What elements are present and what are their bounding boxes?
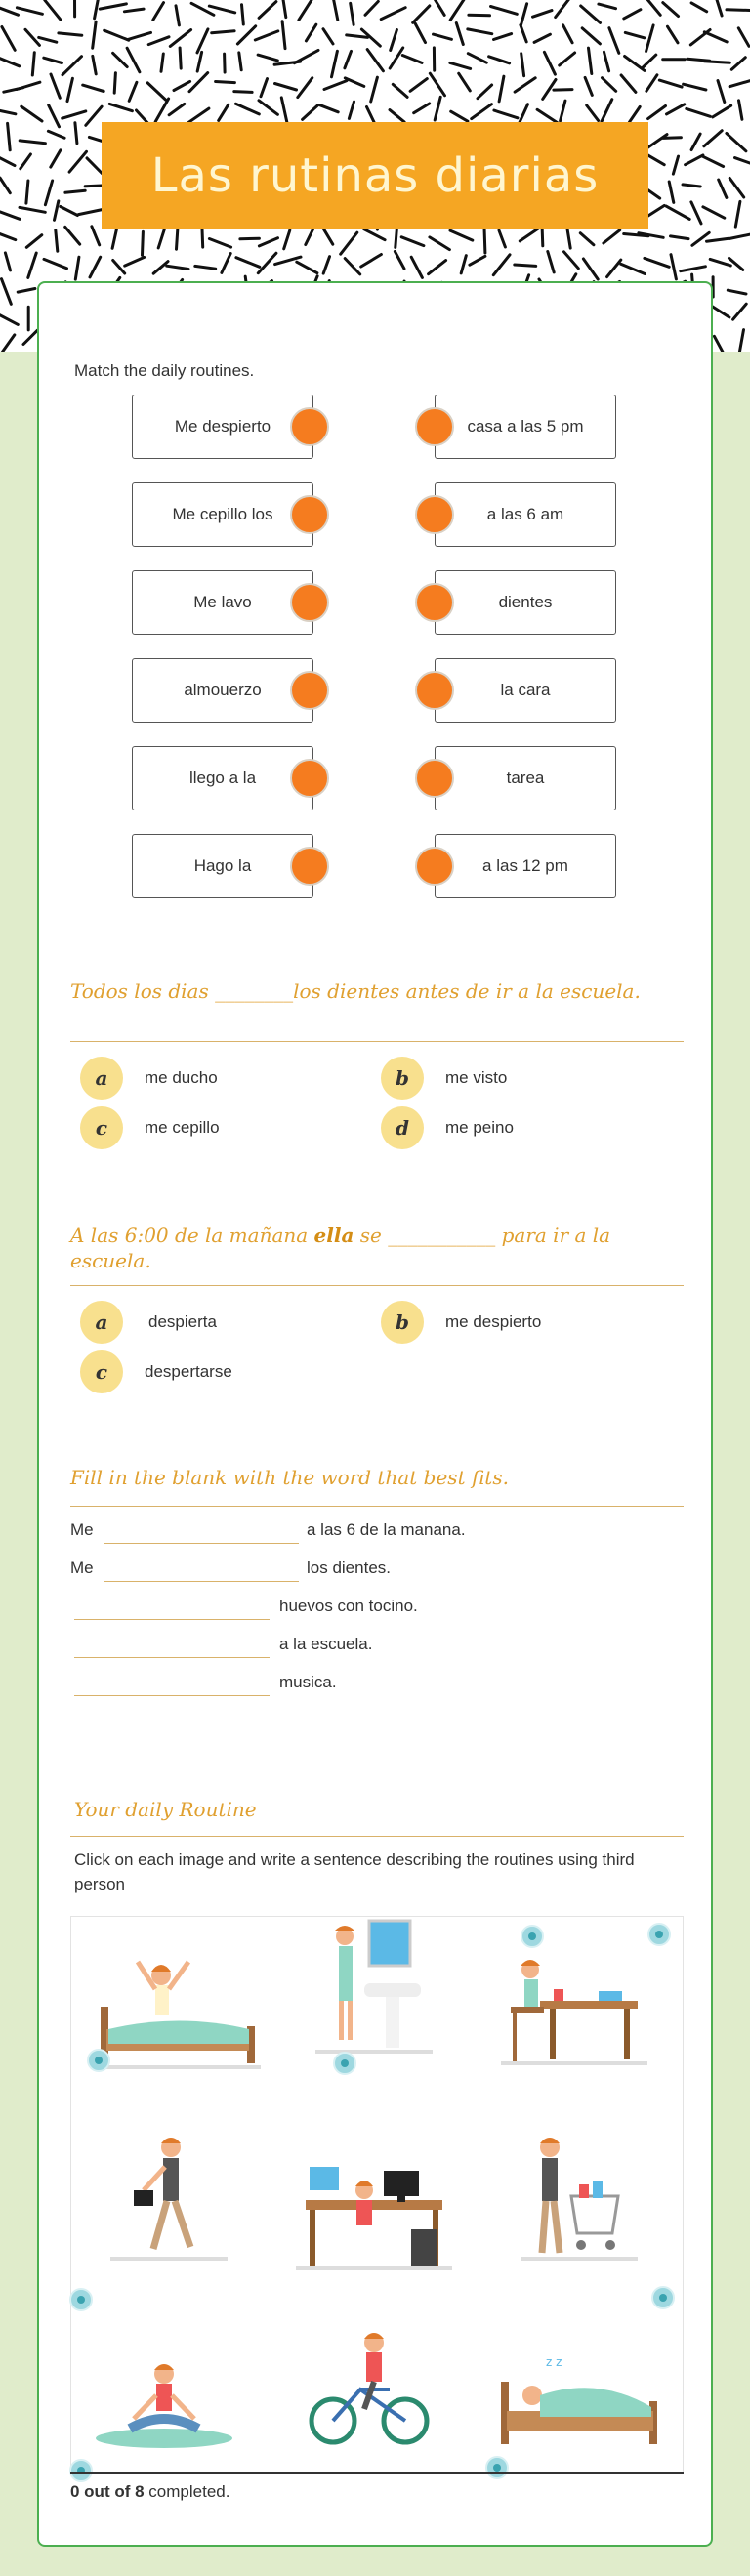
question-1-text: Todos los dias ________los dientes antes de ir a la escuela. [70, 979, 641, 1003]
fill-suffix: musica. [279, 1673, 337, 1691]
hotspot-marker[interactable] [651, 2286, 675, 2309]
match-right-item[interactable]: la cara [435, 658, 616, 723]
q2-option-c[interactable] [80, 1350, 232, 1393]
pattern-dash [75, 123, 77, 144]
pattern-dash [484, 228, 485, 253]
cycling-image[interactable] [306, 2327, 433, 2454]
match-left-item[interactable]: Me despierto [132, 395, 313, 459]
question-2-post: se ___________ para ir a la escuela. [70, 1224, 611, 1272]
fill-blank-input[interactable] [104, 1543, 299, 1544]
q1-option-b[interactable] [381, 1057, 507, 1100]
match-right-item[interactable]: dientes [435, 570, 616, 635]
routine-image-grid [70, 1916, 684, 2472]
option-label: me peino [445, 1118, 514, 1137]
fill-suffix: a la escuela. [279, 1635, 373, 1653]
pattern-dash [469, 15, 490, 16]
pattern-dash [212, 31, 234, 33]
fill-blank-input[interactable] [74, 1695, 270, 1696]
routine-title: Your daily Routine [74, 1798, 257, 1821]
sleeping-image[interactable] [491, 2347, 667, 2454]
fill-divider [70, 1506, 684, 1507]
hotspot-marker[interactable] [69, 2288, 93, 2311]
svg-text:z z: z z [546, 2355, 562, 2369]
pattern-dash [240, 238, 260, 239]
worksheet-card [37, 281, 713, 2547]
question-2-bold: ella [313, 1224, 354, 1247]
completion-status [70, 2482, 229, 2502]
match-left-connector[interactable] [290, 583, 329, 622]
pattern-dash [143, 231, 144, 255]
fill-suffix: los dientes. [307, 1558, 391, 1577]
fill-prefix: Me [70, 1558, 94, 1577]
working-at-desk-image[interactable] [296, 2161, 452, 2278]
match-right-item[interactable]: a las 6 am [435, 482, 616, 547]
pattern-dash [242, 5, 244, 24]
completion-count: 0 out of 8 [70, 2482, 145, 2501]
question-1-divider [70, 1041, 684, 1042]
match-right-connector[interactable] [415, 847, 454, 886]
pattern-dash [515, 265, 536, 266]
pattern-dash [234, 92, 252, 93]
progress-divider [70, 2472, 684, 2474]
routine-divider [70, 1836, 684, 1837]
hotspot-marker[interactable] [647, 1923, 671, 1946]
hotspot-marker[interactable] [333, 2052, 356, 2075]
match-left-item[interactable]: Me cepillo los [132, 482, 313, 547]
match-left-connector[interactable] [290, 407, 329, 446]
option-label: despertarse [145, 1362, 232, 1381]
routine-instruction: Click on each image and write a sentence describing the routines using third person [74, 1850, 635, 1893]
match-right-connector[interactable] [415, 671, 454, 710]
match-right-item[interactable]: a las 12 pm [435, 834, 616, 898]
pattern-dash [26, 181, 28, 203]
match-left-item[interactable]: almouerzo [132, 658, 313, 723]
match-left-item[interactable]: llego a la [132, 746, 313, 810]
fill-blank-input[interactable] [74, 1619, 270, 1620]
option-letter-badge: a [80, 1301, 123, 1344]
pattern-dash [663, 138, 681, 139]
pattern-dash [554, 90, 572, 91]
pattern-dash [216, 82, 235, 83]
match-left-connector[interactable] [290, 495, 329, 534]
fill-blank-input[interactable] [74, 1657, 270, 1658]
option-label: me cepillo [145, 1118, 220, 1137]
pattern-dash [56, 230, 58, 252]
question-2-text [70, 1223, 676, 1273]
fill-suffix: a las 6 de la manana. [307, 1520, 466, 1539]
eating-breakfast-image[interactable] [501, 1946, 647, 2073]
option-label: me ducho [145, 1068, 218, 1087]
option-letter-badge: b [381, 1301, 424, 1344]
option-letter-badge: a [80, 1057, 123, 1100]
q1-option-d[interactable] [381, 1106, 514, 1149]
option-label: despierta [148, 1312, 217, 1331]
match-right-connector[interactable] [415, 407, 454, 446]
pattern-dash [727, 10, 750, 11]
match-right-connector[interactable] [415, 495, 454, 534]
option-letter-badge: b [381, 1057, 424, 1100]
match-right-connector[interactable] [415, 759, 454, 798]
match-right-connector[interactable] [415, 583, 454, 622]
matching-instruction: Match the daily routines. [74, 361, 255, 380]
hotspot-marker[interactable] [87, 2049, 110, 2072]
hotspot-marker[interactable] [521, 1925, 544, 1948]
pattern-dash [180, 48, 181, 68]
q2-option-b[interactable] [381, 1301, 541, 1344]
pattern-dash [202, 227, 203, 247]
page-title: Las rutinas diarias [150, 148, 600, 203]
going-out-image[interactable] [110, 2132, 228, 2278]
q1-option-a[interactable] [80, 1057, 218, 1100]
option-letter-badge: d [381, 1106, 424, 1149]
pattern-dash [32, 53, 34, 75]
fill-suffix: huevos con tocino. [279, 1597, 418, 1615]
match-left-connector[interactable] [290, 847, 329, 886]
option-label: me visto [445, 1068, 508, 1087]
match-left-item[interactable]: Hago la [132, 834, 313, 898]
shopping-image[interactable] [521, 2132, 638, 2278]
pattern-dash [225, 54, 226, 72]
q1-option-c[interactable] [80, 1106, 220, 1149]
pattern-dash [114, 73, 115, 93]
hotspot-marker[interactable] [69, 2459, 93, 2482]
hotspot-marker[interactable] [485, 2456, 509, 2479]
option-letter-badge: c [80, 1106, 123, 1149]
match-right-item[interactable]: casa a las 5 pm [435, 395, 616, 459]
washing-face-image[interactable] [315, 1917, 433, 2063]
match-left-item[interactable]: Me lavo [132, 570, 313, 635]
question-2-divider [70, 1285, 684, 1286]
fill-blank-input[interactable] [104, 1581, 299, 1582]
title-banner [102, 122, 648, 229]
pattern-dash [683, 185, 700, 187]
pattern-dash [65, 190, 85, 192]
fill-title: Fill in the blank with the word that best fits. [70, 1466, 509, 1489]
completion-suffix: completed. [148, 2482, 230, 2501]
match-left-connector[interactable] [290, 759, 329, 798]
question-2-pre: A las 6:00 de la mañana [70, 1224, 309, 1247]
fill-prefix: Me [70, 1520, 94, 1539]
waking-up-image[interactable] [91, 1936, 267, 2083]
yoga-image[interactable] [91, 2347, 237, 2454]
match-left-connector[interactable] [290, 671, 329, 710]
pattern-dash [177, 229, 178, 250]
option-letter-badge: c [80, 1350, 123, 1393]
option-label: me despierto [445, 1312, 542, 1331]
pattern-dash [542, 227, 543, 245]
q2-option-a[interactable] [80, 1301, 217, 1344]
match-right-item[interactable]: tarea [435, 746, 616, 810]
